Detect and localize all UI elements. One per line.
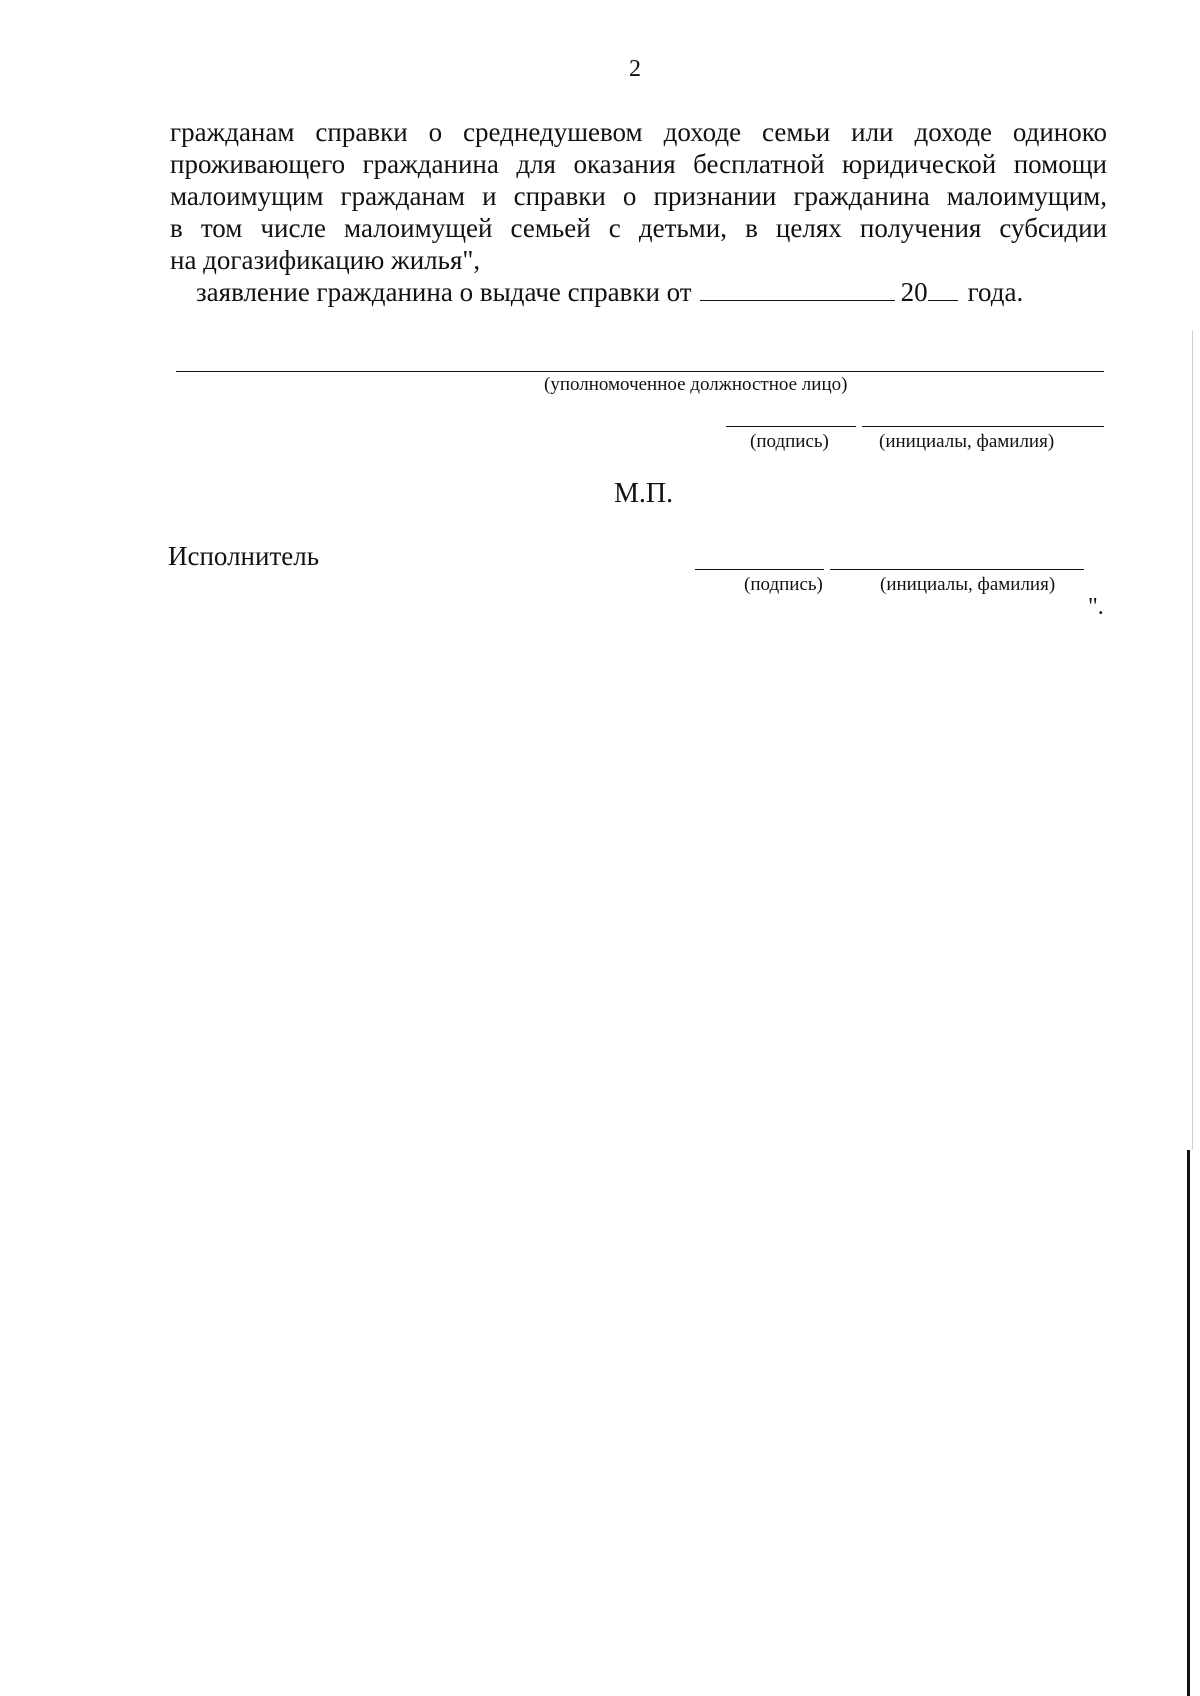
authority-name-caption: (инициалы, фамилия) [879,431,1055,452]
authority-name-line[interactable] [862,426,1104,427]
body-line: в том числе малоимущей семьей с детьми, в целях получения субсидии [170,213,1107,243]
stamp-mark: М.П. [614,478,674,509]
scan-edge-shadow [1192,330,1193,1150]
executor-signature-line[interactable] [695,569,824,570]
executor-signature-caption: (подпись) [744,574,823,595]
statement-line [196,276,1023,308]
authority-position-line[interactable] [176,371,1104,372]
scan-edge [1187,1150,1190,1696]
executor-name-caption: (инициалы, фамилия) [880,574,1056,595]
year-blank[interactable] [928,278,958,301]
body-paragraph [170,116,1107,276]
year-prefix: 20 [900,277,928,307]
page-number: 2 [629,56,641,82]
authority-signature-line[interactable] [726,426,856,427]
body-line: на догазификацию жилья", [170,245,481,275]
year-suffix: года. [967,277,1024,307]
authority-caption: (уполномоченное должностное лицо) [544,374,848,395]
executor-name-line[interactable] [830,569,1084,570]
statement-text: заявление гражданина о выдаче справки от [196,277,692,307]
body-line: малоимущим гражданам и справки о признании гражданина малоимущим, [170,181,1107,211]
body-line: гражданам справки о среднедушевом доходе семьи или доходе одиноко [170,117,1107,147]
authority-signature-caption: (подпись) [750,431,829,452]
closing-quote: ". [1088,594,1104,620]
date-blank[interactable] [700,278,895,301]
body-line: проживающего гражданина для оказания бесплатной юридической помощи [170,149,1107,179]
executor-label: Исполнитель [168,541,320,571]
